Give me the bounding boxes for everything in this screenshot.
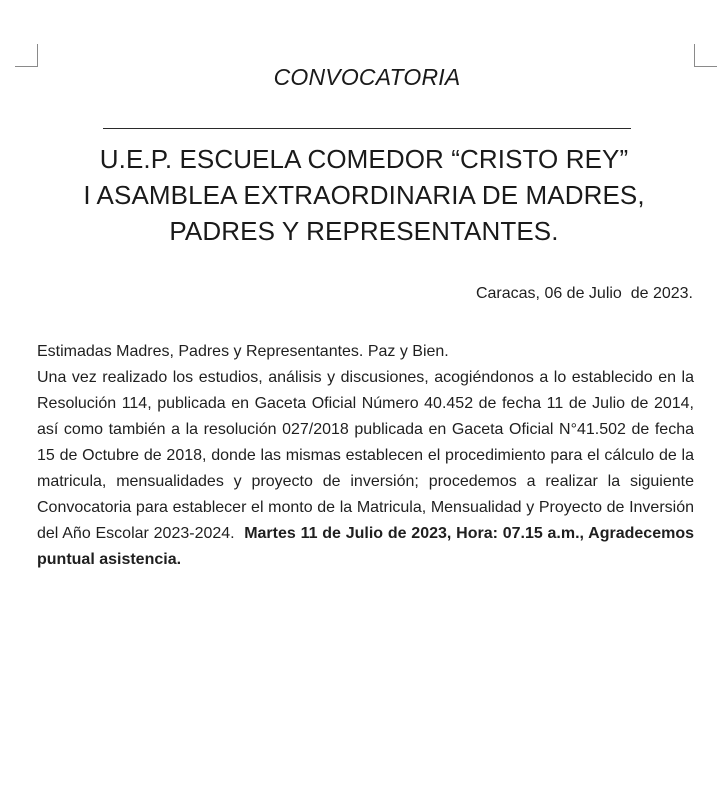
main-paragraph-text: Una vez realizado los estudios, análisis y discusiones, acogiéndonos a lo establecido en la Resolución 114, publicada en Gaceta Oficial Número 40.452 de fecha 11 de Julio de 2014, así como también a la resolución 027/2018 publicada en Gaceta Oficial N°41.502 de fecha 15 de Octubre de 2018, donde las mismas establecen el procedimiento para el cálculo de la matricula, mensualidades y proyecto de inversión; procedemos a realizar la siguiente Convocatoria para establecer el monto de la Matricula, Mensualidad y Proyecto de Inversión del Año Escolar 2023-2024.	[37, 369, 694, 542]
heading-line-school: U.E.P. ESCUELA COMEDOR “CRISTO REY”	[99, 144, 629, 174]
heading-line-assembly: I ASAMBLEA EXTRAORDINARIA DE MADRES,	[83, 180, 645, 210]
document-body	[37, 339, 694, 573]
greeting-paragraph: Estimadas Madres, Padres y Representantes. Paz y Bien.	[37, 343, 449, 360]
document-title: CONVOCATORIA	[273, 64, 461, 90]
main-paragraph	[37, 365, 694, 573]
heading-line-parents: PADRES Y REPRESENTANTES.	[169, 216, 559, 246]
title-underline-rule	[103, 128, 631, 129]
document-heading	[0, 141, 720, 249]
meeting-date-time: Martes 11 de Julio de 2023, Hora: 07.15 a.m., Agradecemos puntual asistencia.	[37, 525, 695, 568]
document-date: Caracas, 06 de Julio de 2023.	[475, 285, 693, 302]
